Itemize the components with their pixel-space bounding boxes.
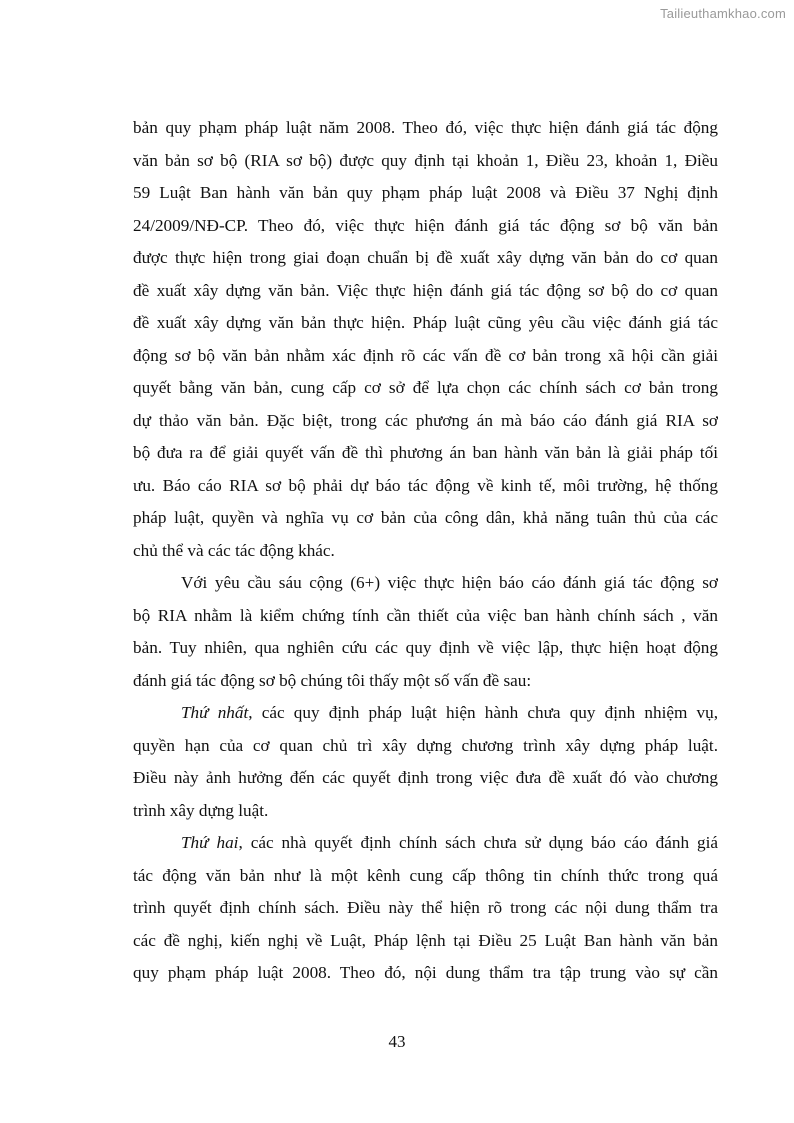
text-line: đánh giá tác động sơ bộ chúng tôi thấy một số vấn đề sau: xyxy=(133,670,532,690)
text-line: các đề nghị, kiến nghị về Luật, Pháp lệnh tại Điều 25 Luật Ban hành văn bản xyxy=(133,930,718,950)
text-line: Với yêu cầu sáu cộng (6+) việc thực hiện báo cáo đánh giá tác động sơ xyxy=(181,573,718,592)
text-line: chủ thể và các tác động khác. xyxy=(133,540,335,560)
text-line: động sơ bộ văn bản nhằm xác định rõ các vấn đề cơ bản trong xã hội cần giải xyxy=(133,345,718,365)
text-line: bộ RIA nhằm là kiểm chứng tính cần thiết của việc ban hành chính sách , văn xyxy=(133,605,718,625)
paragraph-second-issue xyxy=(133,827,718,990)
text-line: đề xuất xây dựng văn bản. Việc thực hiện đánh giá tác động sơ bộ do cơ quan xyxy=(133,280,718,300)
text-line: ưu. Báo cáo RIA sơ bộ phải dự báo tác động về kinh tế, môi trường, hệ thống xyxy=(133,475,718,495)
text-line xyxy=(133,697,718,730)
text-run: , các nhà quyết định chính sách chưa sử dụng báo cáo đánh giá xyxy=(238,833,718,852)
italic-lead: Thứ nhất xyxy=(181,703,249,722)
text-run: , các quy định pháp luật hiện hành chưa quy định nhiệm vụ, xyxy=(248,703,718,722)
text-line: quyền hạn của cơ quan chủ trì xây dựng chương trình xây dựng pháp luật. xyxy=(133,735,718,755)
text-line: được thực hiện trong giai đoạn chuẩn bị đề xuất xây dựng văn bản do cơ quan xyxy=(133,248,718,267)
text-line: 59 Luật Ban hành văn bản quy phạm pháp luật 2008 và Điều 37 Nghị định xyxy=(133,183,718,202)
italic-lead: Thứ hai xyxy=(181,833,239,852)
paragraph-ria-regulation xyxy=(133,112,718,567)
text-line: bản. Tuy nhiên, qua nghiên cứu các quy định về việc lập, thực hiện hoạt động xyxy=(133,638,718,657)
text-line xyxy=(133,827,718,860)
text-line: trình quyết định chính sách. Điều này thể hiện rõ trong các nội dung thẩm tra xyxy=(133,898,718,917)
text-line: tác động văn bản như là một kênh cung cấp thông tin chính thức trong quá xyxy=(133,865,718,885)
page-number: 43 xyxy=(388,1032,406,1051)
text-line: bộ đưa ra để giải quyết vấn đề thì phương án ban hành văn bản là giải pháp tối xyxy=(133,443,718,462)
text-line: pháp luật, quyền và nghĩa vụ cơ bản của công dân, khả năng tuân thủ của các xyxy=(133,508,718,527)
text-line: trình xây dựng luật. xyxy=(133,800,269,820)
document-body xyxy=(133,112,718,990)
text-line: 24/2009/NĐ-CP. Theo đó, việc thực hiện đánh giá tác động sơ bộ văn bản xyxy=(133,215,718,235)
text-line: quyết bằng văn bản, cung cấp cơ sở để lựa chọn các chính sách cơ bản trong xyxy=(133,378,718,397)
text-line: quy phạm pháp luật 2008. Theo đó, nội dung thẩm tra tập trung vào sự cần xyxy=(133,963,718,982)
text-line: bản quy phạm pháp luật năm 2008. Theo đó, việc thực hiện đánh giá tác động xyxy=(133,118,718,137)
text-line: Điều này ảnh hưởng đến các quyết định trong việc đưa đề xuất đó vào chương xyxy=(133,768,718,787)
paragraph-six-plus xyxy=(133,567,718,697)
paragraph-first-issue xyxy=(133,697,718,827)
watermark-text: Tailieuthamkhao.com xyxy=(660,6,786,21)
text-line: đề xuất xây dựng văn bản thực hiện. Pháp luật cũng yêu cầu việc đánh giá tác xyxy=(133,313,718,332)
text-line: dự thảo văn bản. Đặc biệt, trong các phương án mà báo cáo đánh giá RIA sơ xyxy=(133,410,718,430)
text-line: văn bản sơ bộ (RIA sơ bộ) được quy định tại khoản 1, Điều 23, khoản 1, Điều xyxy=(133,150,718,170)
